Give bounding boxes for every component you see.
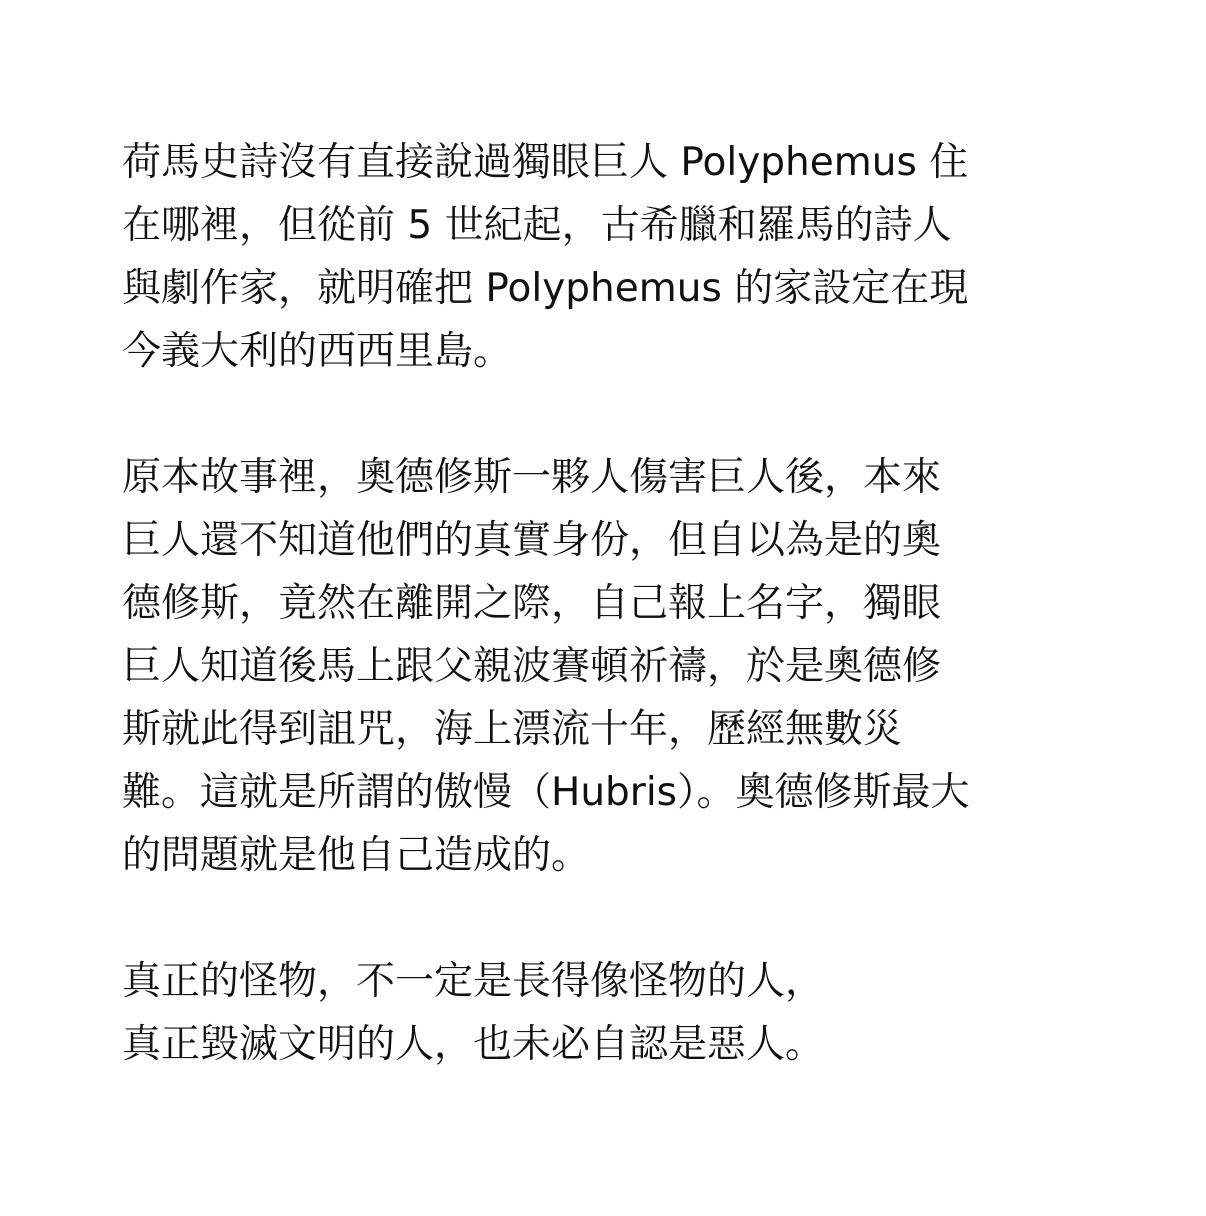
paragraph-polyphemus-home: [122, 131, 1122, 383]
text-line: 巨人知道後馬上跟父親波賽頓祈禱，於是奧德修: [122, 644, 942, 689]
text-line: 真正的怪物，不一定是長得像怪物的人，: [122, 959, 825, 1004]
text-line: 德修斯，竟然在離開之際，自己報上名字，獨眼: [122, 581, 942, 626]
paragraph-true-monster: [122, 950, 1122, 1076]
text-line: 巨人還不知道他們的真實身份，但自以為是的奧: [122, 518, 942, 563]
text-line: 難。這就是所謂的傲慢（Hubris）。奧德修斯最大: [122, 770, 970, 815]
text-line: 的問題就是他自己造成的。: [122, 833, 591, 878]
text-line: 今義大利的西西里島。: [122, 329, 513, 374]
text-line: 荷馬史詩沒有直接說過獨眼巨人 Polyphemus 住: [122, 140, 969, 185]
text-line: 在哪裡，但從前 5 世紀起，古希臘和羅馬的詩人: [122, 203, 952, 248]
text-line: 與劇作家，就明確把 Polyphemus 的家設定在現: [122, 266, 969, 311]
text-line: 斯就此得到詛咒，海上漂流十年，歷經無數災: [122, 707, 903, 752]
article-text: [122, 131, 1122, 1076]
text-line: 真正毀滅文明的人，也未必自認是惡人。: [122, 1022, 825, 1067]
paragraph-odysseus-hubris: [122, 446, 1122, 887]
text-line: 原本故事裡，奧德修斯一夥人傷害巨人後，本來: [122, 455, 942, 500]
